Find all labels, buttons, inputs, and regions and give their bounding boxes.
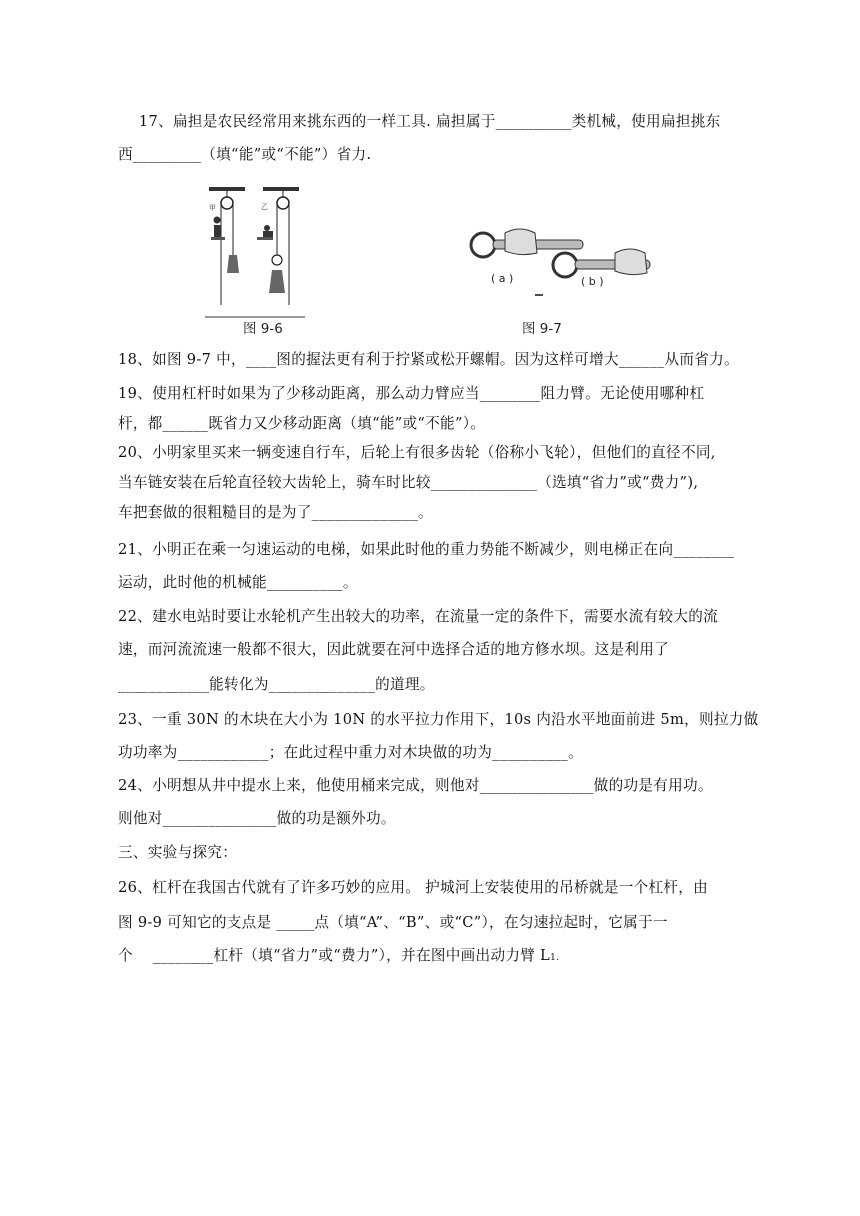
q22-line3: ____________能转化为______________的道理。 — [118, 676, 435, 693]
q22-line1: 22、建水电站时要让水轮机产生出较大的功率，在流量一定的条件下，需要水流有较大的流 — [118, 608, 719, 625]
pulley-illustration — [205, 185, 305, 320]
q23-line2: 功功率为____________；在此过程中重力对木块做的功为__________。 — [118, 744, 584, 761]
q24-line1: 24、小明想从井中提水上来，他使用桶来完成，则他对_______________做的功是有用功。 — [118, 777, 713, 794]
q21-line2: 运动，此时他的机械能__________。 — [118, 574, 358, 591]
figure-9-7 — [465, 225, 655, 300]
q17-line1: 17、扁担是农民经常用来挑东西的一样工具. 扁担属于__________类机械，使用扁担挑东 — [124, 113, 721, 130]
label-jia: 甲 — [209, 204, 216, 212]
figure-9-6-caption: 图 9-6 — [243, 321, 283, 337]
q21-line1: 21、小明正在乘一匀速运动的电梯，如果此时他的重力势能不断减少，则电梯正在向________ — [118, 541, 735, 558]
q18-line: 18、如图 9-7 中，____图的握法更有利于拧紧或松开螺帽。因为这样可增大______从而省力。 — [118, 351, 739, 368]
figure-9-7-caption: 图 9-7 — [522, 321, 562, 337]
q24-line2: 则他对_______________做的功是额外功。 — [118, 810, 396, 827]
section-3-heading: 三、实验与探究： — [118, 844, 238, 861]
q20-line2: 当车链安装在后轮直径较大齿轮上，骑车时比较______________（选填“省力”或“费力”), — [118, 474, 699, 491]
q26-line3-text: 个 ________杠杆（填“省力”或“费力”），并在图中画出动力臂 L — [118, 947, 551, 964]
wrench-illustration — [465, 225, 655, 300]
label-b: ( b ) — [581, 275, 604, 288]
q20-line1: 20、小明家里买来一辆变速自行车，后轮上有很多齿轮（俗称小飞轮），但他们的直径不同, — [118, 444, 716, 461]
q19-line2: 杆，都______既省力又少移动距离（填“能”或“不能”）。 — [118, 415, 486, 432]
q26-line3 — [118, 946, 559, 968]
q19-line1: 19、使用杠杆时如果为了少移动距离，那么动力臂应当________阻力臂。无论使用哪种杠 — [118, 385, 705, 402]
q26-subscript: 1. — [550, 953, 560, 963]
q23-line1: 23、一重 30N 的木块在大小为 10N 的水平拉力作用下，10s 内沿水平地面前进 5m，则拉力做 — [118, 711, 759, 728]
label-a: ( a ) — [491, 272, 514, 285]
label-yi: 乙 — [261, 203, 268, 211]
q26-line2: 图 9-9 可知它的支点是 _____点（填“A”、“B”、或“C”），在匀速拉起时，它属于一 — [118, 914, 668, 931]
q17-line2: 西_________（填“能”或“不能”）省力. — [118, 146, 372, 163]
q26-line1: 26、杠杆在我国古代就有了许多巧妙的应用。 护城河上安装使用的吊桥就是一个杠杆，由 — [118, 879, 709, 896]
q20-line3: 车把套做的很粗糙目的是为了______________。 — [118, 504, 433, 521]
q22-line2: 速，而河流流速一般都不很大，因此就要在河中选择合适的地方修水坝。这是利用了 — [118, 641, 670, 658]
figure-9-6 — [205, 185, 305, 320]
